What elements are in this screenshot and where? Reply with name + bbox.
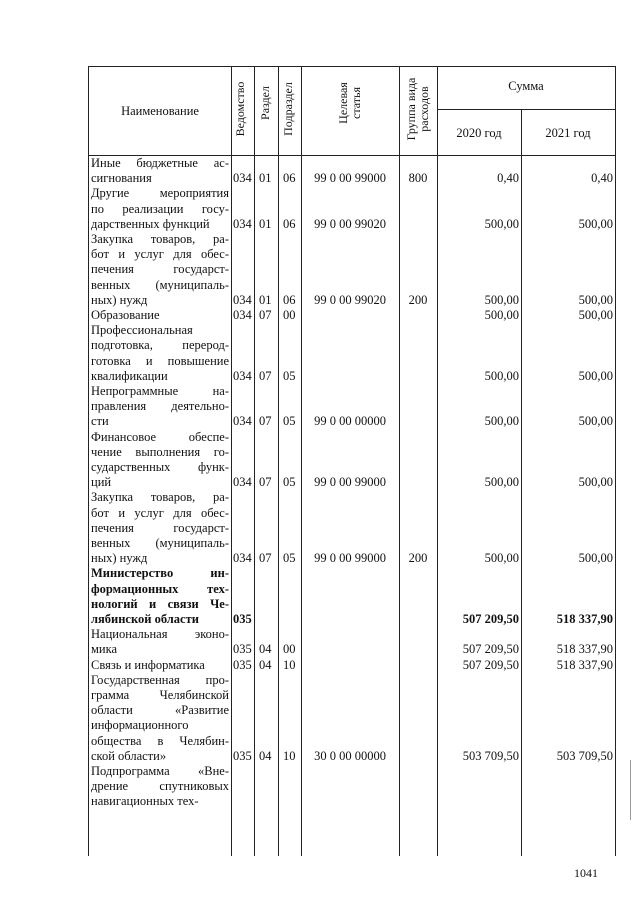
- header-2020: 2020 год: [456, 126, 502, 140]
- cell-name-line: Министерство ин-: [91, 566, 229, 581]
- cell-section: 07: [259, 551, 272, 566]
- cell-section: 07: [259, 308, 272, 322]
- cell-2021: 500,00: [578, 216, 613, 231]
- cell-name-line: Подпрограмма «Вне-: [91, 764, 229, 778]
- cell-name-line: области «Развитие: [91, 703, 229, 718]
- sum-subheader-line: [437, 109, 616, 110]
- cell-name-line: ных) нужд: [91, 551, 148, 566]
- header-2021: 2021 год: [545, 126, 591, 140]
- cell-name-line: дрение спутниковых: [91, 779, 229, 794]
- header-expense-group-line1: Группа вида: [404, 77, 418, 141]
- cell-name-line: ций: [91, 475, 112, 490]
- cell-dept: 035: [233, 612, 252, 626]
- cell-subsection: 10: [283, 657, 296, 672]
- cell-name-line: общества в Челябин-: [91, 733, 229, 748]
- cell-target: 99 0 00 99020: [314, 292, 386, 307]
- cell-name: [91, 430, 229, 491]
- cell-name-line: готовка и повышение: [91, 353, 229, 368]
- cell-2020: 500,00: [484, 292, 519, 307]
- col-border-name: [231, 66, 232, 856]
- cell-2020: 500,00: [484, 551, 519, 566]
- header-dept: Ведомство: [233, 81, 247, 137]
- header-expense-group-line2: расходов: [417, 86, 431, 132]
- cell-2020: 507 209,50: [462, 657, 519, 672]
- cell-expense-group: 200: [408, 551, 428, 566]
- cell-name: [91, 673, 229, 764]
- cell-expense-group: 200: [408, 292, 428, 307]
- cell-2021: 503 709,50: [556, 748, 613, 763]
- cell-name-line: венных (муниципаль-: [91, 277, 229, 292]
- cell-2021: 0,40: [591, 171, 613, 186]
- cell-target: 99 0 00 99020: [314, 216, 386, 231]
- header-target-line2: статья: [349, 87, 363, 119]
- cell-subsection: 06: [283, 216, 296, 231]
- header-name: Наименование: [121, 104, 199, 118]
- cell-name-line: Связь и информатика: [91, 657, 205, 672]
- cell-section: 04: [259, 642, 272, 657]
- header-target-line1: Целевая: [336, 82, 350, 124]
- cell-name-line: грамма Челябинской: [91, 688, 229, 702]
- page-number: 1041: [574, 866, 598, 880]
- cell-2021: 518 337,90: [556, 642, 613, 657]
- cell-name-line: бот и услуг для обес-: [91, 247, 229, 262]
- cell-name: [91, 323, 229, 384]
- cell-dept: 034: [233, 171, 252, 186]
- margin-mark: [630, 760, 631, 820]
- cell-2021: 500,00: [578, 368, 613, 383]
- cell-subsection: 05: [283, 475, 296, 490]
- cell-2021: 500,00: [578, 551, 613, 566]
- cell-name-line: Иные бюджетные ас-: [91, 156, 229, 170]
- cell-name-line: нологий и связи Че-: [91, 596, 229, 611]
- cell-2020: 500,00: [484, 368, 519, 383]
- cell-name: [91, 566, 229, 627]
- cell-dept: 034: [233, 292, 252, 307]
- cell-name-line: правления деятельно-: [91, 399, 229, 414]
- cell-target: 30 0 00 00000: [314, 748, 386, 763]
- cell-2020: 503 709,50: [462, 748, 519, 763]
- cell-dept: 035: [233, 748, 252, 763]
- col-border-left: [88, 66, 89, 856]
- cell-target: 99 0 00 99000: [314, 475, 386, 490]
- cell-section: 07: [259, 475, 272, 490]
- cell-name: [91, 490, 229, 566]
- cell-name-line: сигнования: [91, 171, 152, 186]
- cell-subsection: 10: [283, 748, 296, 763]
- cell-name-line: Национальная эконо-: [91, 627, 229, 642]
- cell-name-line: дарственных функций: [91, 216, 210, 231]
- cell-subsection: 00: [283, 308, 296, 322]
- header-sum: Сумма: [508, 79, 544, 93]
- cell-name-line: печения государст-: [91, 520, 229, 535]
- cell-name: [91, 658, 229, 673]
- cell-name-line: Другие мероприятия: [91, 186, 229, 201]
- cell-name: [91, 627, 229, 657]
- cell-name-line: подготовка, переpод-: [91, 338, 229, 353]
- cell-name-line: Образование: [91, 308, 160, 322]
- cell-name-line: Государственная про-: [91, 672, 229, 687]
- cell-name-line: ных) нужд: [91, 292, 148, 307]
- cell-2020: 500,00: [484, 414, 519, 429]
- cell-dept: 034: [233, 414, 252, 429]
- cell-name-line: по реализации госу-: [91, 201, 229, 216]
- cell-section: 01: [259, 292, 272, 307]
- cell-name-line: Закупка товаров, ра-: [91, 232, 229, 246]
- cell-subsection: 06: [283, 292, 296, 307]
- cell-name-line: мика: [91, 642, 118, 657]
- cell-section: 07: [259, 414, 272, 429]
- cell-dept: 034: [233, 475, 252, 490]
- cell-name-line: квалификации: [91, 368, 168, 383]
- cell-dept: 035: [233, 657, 252, 672]
- cell-subsection: 00: [283, 642, 296, 657]
- cell-name-line: Непрограммные на-: [91, 384, 229, 398]
- cell-2021: 500,00: [578, 475, 613, 490]
- cell-section: 01: [259, 171, 272, 186]
- cell-section: 04: [259, 657, 272, 672]
- cell-name-line: Закупка товаров, ра-: [91, 490, 229, 505]
- cell-dept: 034: [233, 308, 252, 322]
- cell-name-line: сти: [91, 414, 109, 429]
- cell-target: 99 0 00 00000: [314, 414, 386, 429]
- cell-2021: 518 337,90: [556, 657, 613, 672]
- cell-section: 01: [259, 216, 272, 231]
- col-border-section: [278, 66, 279, 856]
- cell-2020: 500,00: [484, 308, 519, 322]
- cell-name: [91, 156, 229, 186]
- cell-dept: 034: [233, 551, 252, 566]
- cell-2020: 500,00: [484, 475, 519, 490]
- cell-expense-group: 800: [408, 171, 428, 186]
- cell-name-line: навигационных тех-: [91, 794, 199, 809]
- cell-2020: 507 209,50: [462, 642, 519, 657]
- cell-2020: 500,00: [484, 216, 519, 231]
- header-subsection: Подраздел: [281, 82, 295, 136]
- cell-dept: 034: [233, 216, 252, 231]
- cell-name: [91, 764, 229, 810]
- cell-name-line: венных (муниципаль-: [91, 536, 229, 550]
- header-section: Раздел: [258, 86, 272, 120]
- cell-name-line: формационных тех-: [91, 581, 229, 596]
- cell-2020: 507 209,50: [462, 612, 519, 626]
- cell-2021: 500,00: [578, 308, 613, 322]
- cell-2021: 518 337,90: [556, 612, 613, 626]
- cell-name-line: сударственных функ-: [91, 460, 229, 474]
- cell-name-line: чение выполнения го-: [91, 444, 229, 459]
- col-border-right: [615, 66, 616, 856]
- cell-subsection: 05: [283, 414, 296, 429]
- header-expense-group: [405, 66, 431, 152]
- cell-dept: 034: [233, 368, 252, 383]
- cell-subsection: 05: [283, 551, 296, 566]
- cell-name: [91, 308, 229, 323]
- cell-section: 07: [259, 368, 272, 383]
- cell-2021: 500,00: [578, 414, 613, 429]
- cell-name: [91, 384, 229, 430]
- cell-2020: 0,40: [497, 171, 519, 186]
- cell-name-line: печения государст-: [91, 262, 229, 277]
- cell-target: 99 0 00 99000: [314, 171, 386, 186]
- cell-name-line: ской области»: [91, 748, 167, 763]
- cell-2021: 500,00: [578, 292, 613, 307]
- cell-name: [91, 232, 229, 308]
- cell-subsection: 05: [283, 368, 296, 383]
- cell-dept: 035: [233, 642, 252, 657]
- col-border-2020: [521, 109, 522, 856]
- cell-section: 04: [259, 748, 272, 763]
- cell-name-line: бот и услуг для обес-: [91, 505, 229, 520]
- cell-name: [91, 186, 229, 232]
- cell-name-line: Профессиональная: [91, 323, 193, 338]
- col-border-group: [437, 66, 438, 856]
- cell-target: 99 0 00 99000: [314, 551, 386, 566]
- cell-name-line: информационного: [91, 718, 189, 733]
- cell-name-line: лябинской области: [91, 612, 199, 626]
- header-target: [337, 66, 363, 140]
- cell-subsection: 06: [283, 171, 296, 186]
- cell-name-line: Финансовое обеспе-: [91, 429, 229, 444]
